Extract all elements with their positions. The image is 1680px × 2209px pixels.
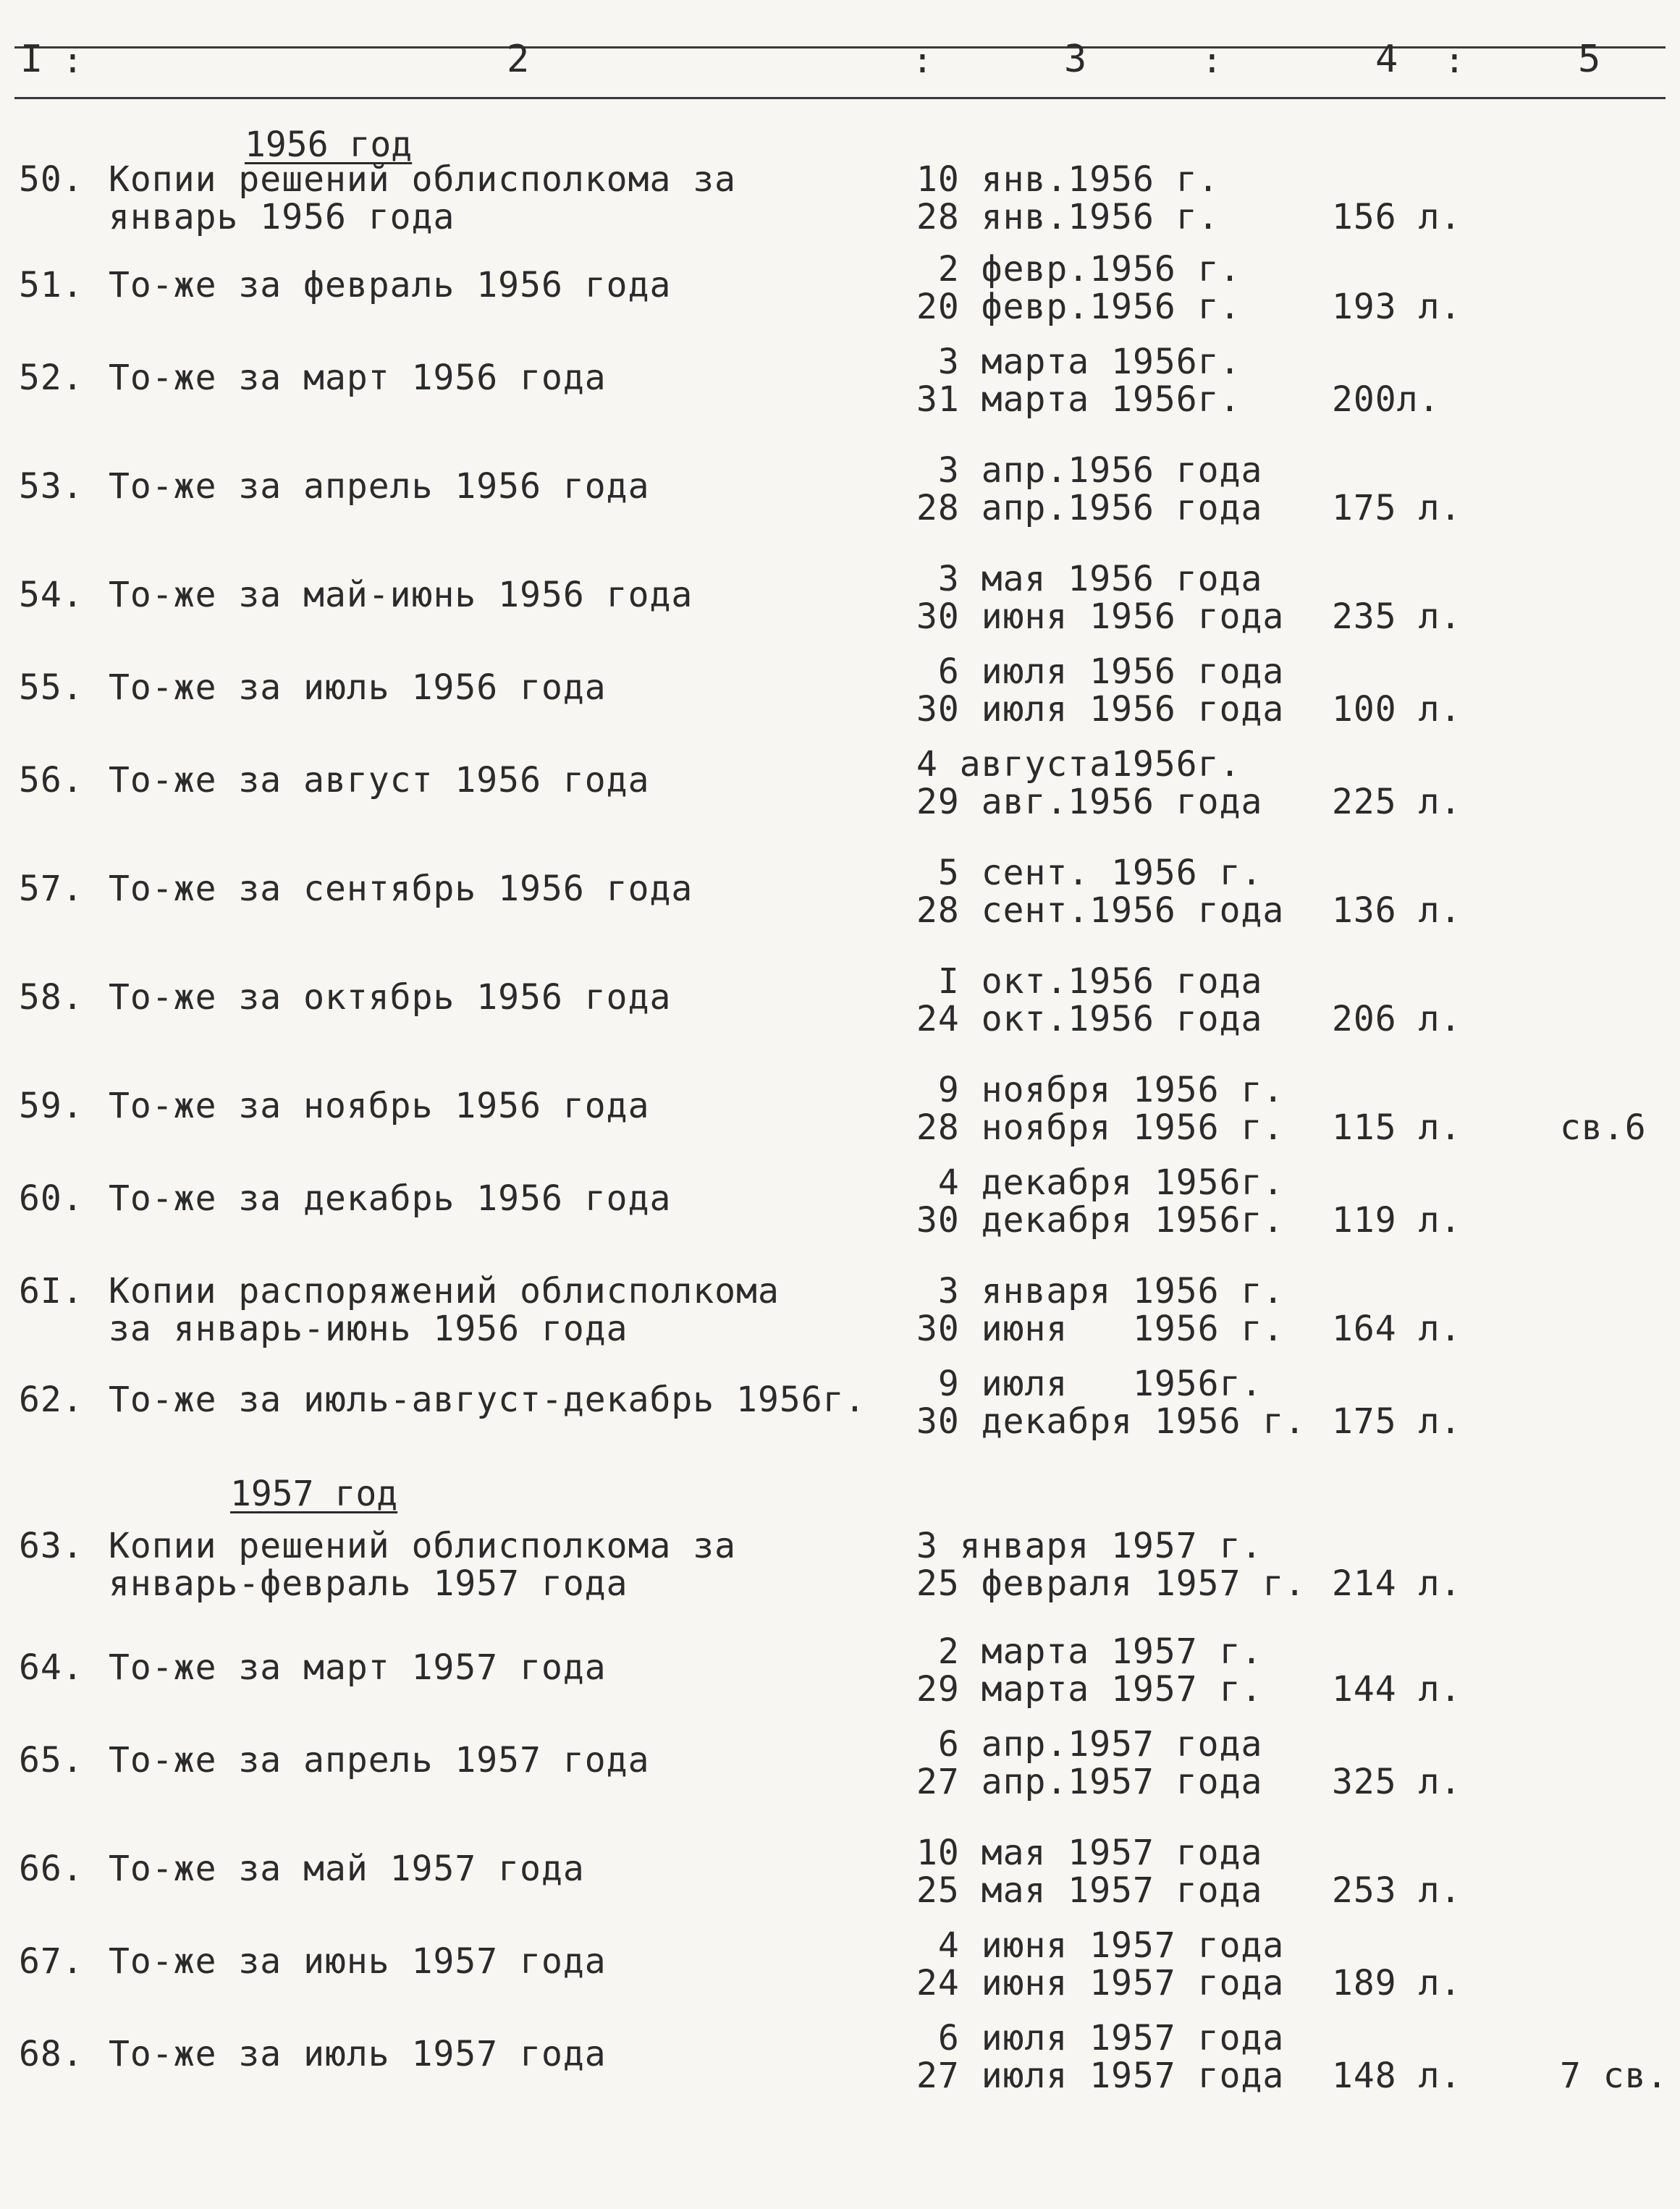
header-separator: :	[1444, 41, 1465, 81]
header-separator: :	[62, 41, 83, 81]
header-col-4: 4	[1375, 38, 1398, 81]
row-number: 67.	[19, 1941, 84, 1982]
row-description: То-же за март 1957 года	[109, 1647, 607, 1688]
row-description: То-же за апрель 1956 года	[109, 466, 650, 507]
row-description-cont: январь-февраль 1957 года	[109, 1563, 628, 1604]
row-sheet-count: 235 л.	[1332, 596, 1462, 637]
row-description: То-же за ноябрь 1956 года	[109, 1086, 650, 1126]
row-start-date: 10 янв.1956 г.	[916, 159, 1220, 200]
row-description: Копии решений облисполкома за	[109, 159, 737, 200]
row-end-date: 30 декабря 1956 г.	[916, 1401, 1307, 1442]
section-year-1957: 1957 год	[230, 1474, 398, 1514]
row-number: 51.	[19, 265, 84, 305]
row-number: 55.	[19, 667, 84, 708]
row-start-date: 4 августа1956г.	[916, 744, 1241, 785]
header-col-2: 2	[507, 38, 530, 81]
row-number: 56.	[19, 760, 84, 801]
row-end-date: 30 декабря 1956г.	[916, 1200, 1285, 1241]
row-description: То-же за март 1956 года	[109, 358, 607, 398]
row-sheet-count: 144 л.	[1332, 1669, 1462, 1710]
row-end-date: 24 июня 1957 года	[916, 1963, 1285, 2003]
row-start-date: 3 мая 1956 года	[916, 559, 1263, 599]
row-end-date: 27 апр.1957 года	[916, 1762, 1263, 1802]
row-end-date: 30 июля 1956 года	[916, 689, 1285, 730]
row-start-date: 9 ноября 1956 г.	[916, 1070, 1285, 1110]
row-description: Копии решений облисполкома за	[109, 1526, 737, 1566]
row-number: 52.	[19, 358, 84, 398]
row-number: 60.	[19, 1178, 84, 1219]
row-end-date: 28 апр.1956 года	[916, 488, 1263, 528]
row-description-cont: за январь-июнь 1956 года	[109, 1309, 628, 1349]
row-end-date: 29 авг.1956 года	[916, 782, 1263, 822]
row-sheet-count: 206 л.	[1332, 999, 1462, 1039]
row-end-date: 28 янв.1956 г.	[916, 197, 1220, 237]
row-end-date: 28 ноября 1956 г.	[916, 1107, 1285, 1148]
row-sheet-count: 189 л.	[1332, 1963, 1462, 2003]
row-end-date: 25 февраля 1957 г.	[916, 1563, 1307, 1604]
row-description: То-же за август 1956 года	[109, 760, 650, 801]
row-start-date: 4 июня 1957 года	[916, 1925, 1285, 1966]
row-number: 58.	[19, 977, 84, 1018]
row-sheet-count: 115 л.	[1332, 1107, 1462, 1148]
row-description: То-же за май-июнь 1956 года	[109, 575, 693, 615]
row-description: То-же за июль 1957 года	[109, 2034, 607, 2074]
row-number: 62.	[19, 1380, 84, 1420]
row-sheet-count: 200л.	[1332, 379, 1440, 420]
row-end-date: 28 сент.1956 года	[916, 890, 1285, 931]
row-sheet-count: 164 л.	[1332, 1309, 1462, 1349]
row-sheet-count: 136 л.	[1332, 890, 1462, 931]
row-description-cont: январь 1956 года	[109, 197, 455, 237]
row-note: 7 св.	[1560, 2056, 1668, 2096]
row-sheet-count: 148 л.	[1332, 2056, 1462, 2096]
row-start-date: 5 сент. 1956 г.	[916, 853, 1263, 893]
row-start-date: 3 марта 1956г.	[916, 342, 1241, 382]
row-number: 68.	[19, 2034, 84, 2074]
row-description: Копии распоряжений облисполкома	[109, 1271, 780, 1312]
row-description: То-же за май 1957 года	[109, 1849, 585, 1889]
row-number: 64.	[19, 1647, 84, 1688]
row-number: 66.	[19, 1849, 84, 1889]
row-sheet-count: 156 л.	[1332, 197, 1462, 237]
row-start-date: 6 апр.1957 года	[916, 1724, 1263, 1765]
row-start-date: 3 апр.1956 года	[916, 450, 1263, 491]
row-end-date: 31 марта 1956г.	[916, 379, 1241, 420]
row-sheet-count: 175 л.	[1332, 1401, 1462, 1442]
row-start-date: 10 мая 1957 года	[916, 1833, 1263, 1873]
row-number: 53.	[19, 466, 84, 507]
row-description: То-же за апрель 1957 года	[109, 1740, 650, 1781]
header-bottom-rule	[14, 97, 1666, 99]
row-number: 54.	[19, 575, 84, 615]
row-sheet-count: 119 л.	[1332, 1200, 1462, 1241]
row-end-date: 27 июля 1957 года	[916, 2056, 1285, 2096]
row-number: 59.	[19, 1086, 84, 1126]
section-year-1956: 1956 год	[245, 124, 413, 165]
row-number: 65.	[19, 1740, 84, 1781]
row-sheet-count: 325 л.	[1332, 1762, 1462, 1802]
row-sheet-count: 193 л.	[1332, 287, 1462, 327]
row-start-date: 4 декабря 1956г.	[916, 1162, 1285, 1203]
row-description: То-же за июль-август-декабрь 1956г.	[109, 1380, 866, 1420]
row-sheet-count: 175 л.	[1332, 488, 1462, 528]
row-start-date: 3 января 1956 г.	[916, 1271, 1285, 1312]
header-separator: :	[1202, 41, 1223, 81]
row-end-date: 29 марта 1957 г.	[916, 1669, 1263, 1710]
row-description: То-же за февраль 1956 года	[109, 265, 672, 305]
row-number: 63.	[19, 1526, 84, 1566]
row-note: св.6	[1560, 1107, 1647, 1148]
row-start-date: 6 июля 1957 года	[916, 2018, 1285, 2058]
row-sheet-count: 100 л.	[1332, 689, 1462, 730]
header-col-1: I	[20, 38, 43, 81]
row-start-date: 9 июля 1956г.	[916, 1364, 1263, 1404]
row-end-date: 24 окт.1956 года	[916, 999, 1263, 1039]
row-description: То-же за сентябрь 1956 года	[109, 869, 693, 909]
row-sheet-count: 214 л.	[1332, 1563, 1462, 1604]
header-separator: :	[912, 41, 933, 81]
row-description: То-же за июль 1956 года	[109, 667, 607, 708]
row-start-date: 6 июля 1956 года	[916, 651, 1285, 692]
row-description: То-же за июнь 1957 года	[109, 1941, 607, 1982]
row-sheet-count: 225 л.	[1332, 782, 1462, 822]
row-end-date: 20 февр.1956 г.	[916, 287, 1241, 327]
row-start-date: I окт.1956 года	[916, 961, 1263, 1002]
row-number: 50.	[19, 159, 84, 200]
row-start-date: 3 января 1957 г.	[916, 1526, 1263, 1566]
header-col-5: 5	[1578, 38, 1601, 81]
row-start-date: 2 февр.1956 г.	[916, 249, 1241, 290]
row-start-date: 2 марта 1957 г.	[916, 1631, 1263, 1672]
row-end-date: 30 июня 1956 г.	[916, 1309, 1285, 1349]
row-end-date: 30 июня 1956 года	[916, 596, 1285, 637]
row-description: То-же за октябрь 1956 года	[109, 977, 672, 1018]
header-col-3: 3	[1064, 38, 1087, 81]
row-description: То-же за декабрь 1956 года	[109, 1178, 672, 1219]
row-number: 57.	[19, 869, 84, 909]
row-number: 6I.	[19, 1271, 84, 1312]
row-sheet-count: 253 л.	[1332, 1870, 1462, 1911]
row-end-date: 25 мая 1957 года	[916, 1870, 1263, 1911]
header-top-rule	[14, 46, 1666, 48]
